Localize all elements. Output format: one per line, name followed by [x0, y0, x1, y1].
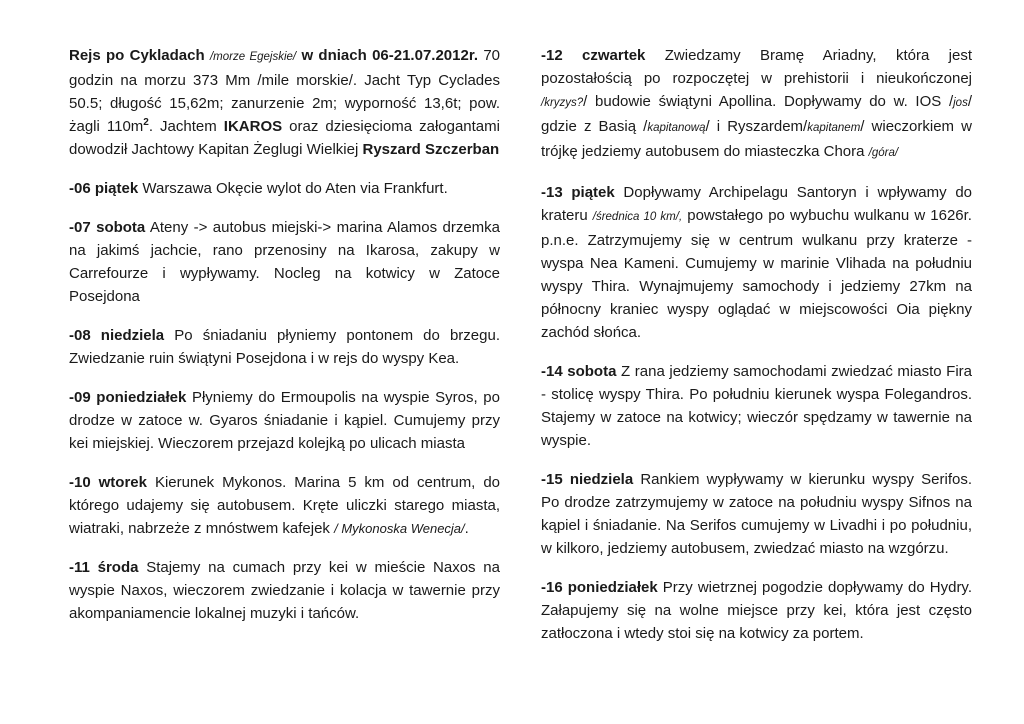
day-text: Z rana jedziemy samochodami zwiedzać miasto Fira - stolicę wyspy Thira. Po południu kierunek wyspa Folegandros. Stajemy w zatoce na kotwicy; wieczór spędzamy w tawernie na wyspie. [541, 363, 973, 449]
day-note: / Mykonoska Wenecja/ [334, 521, 465, 536]
intro-paragraph [69, 44, 500, 161]
title-note: /morze Egejskie/ [209, 51, 297, 63]
day-entry [541, 181, 972, 344]
day-text: / wieczorkiem w trójkę jedziemy autobusem do miasteczka Chora [541, 118, 972, 160]
day-text: Kierunek Mykonos. Marina 5 km od centrum, do którego udajemy się autobusem. Kręte uliczki starego miasta, wiatraki, nabrzeże z mnóstwem kafejek [69, 474, 501, 537]
day-entry [69, 216, 500, 308]
day-entry [541, 468, 972, 560]
day-entry [541, 44, 972, 165]
intro-text: . Jachtem [148, 118, 224, 135]
day-entry [69, 471, 500, 540]
day-entry [541, 576, 972, 645]
day-note: /góra/ [868, 147, 899, 159]
area-superscript: 2 [143, 117, 149, 128]
day-entry [541, 360, 972, 452]
day-label: -06 piątek [69, 180, 139, 197]
day-entry [69, 177, 500, 200]
day-text: / i Ryszardem/ [705, 118, 808, 135]
day-text: Ateny -> autobus miejski-> marina Alamos drzemka na jakimś jachcie, rano przenosiny na Ikarosa, zakupy w Carrefourze i wypływamy. Nocleg na kotwicy w Zatoce Posejdona [69, 219, 500, 305]
day-label: -08 niedziela [69, 327, 165, 344]
day-text: Po śniadaniu płyniemy pontonem do brzegu. Zwiedzanie ruin świątyni Posejdona i w rejs do wyspy Kea. [69, 327, 500, 367]
trip-title: Rejs po Cykladach [69, 47, 205, 64]
day-entry [69, 324, 500, 370]
day-label: -11 środa [69, 559, 139, 576]
day-text: Dopływamy Archipelagu Santoryn i wpływamy do krateru [541, 184, 973, 224]
day-label: -09 poniedziałek [69, 389, 187, 406]
day-text: Płyniemy do Ermoupolis na wyspie Syros, po drodze w zatoce w. Gyaros śniadanie i kąpiel. Cumujemy przy kei miejskiej. Wieczorem przejazd kolejką po ulicach miasta [69, 389, 500, 452]
day-text: Przy wietrznej pogodzie dopływamy do Hydry. Załapujemy się na wolne miejsce przy kei, która jest często zatłoczona i wtedy stoi się na kotwicy za portem. [541, 579, 972, 642]
intro-text: 70 godzin na morzu 373 Mm /mile morskie/. Jacht Typ Cyclades 50.5; długość 15,62m; zanurzenie 2m; wyporność 13,6t; pow. żagli 110m [69, 47, 501, 135]
intro-text: oraz dziesięcioma załogantami dowodził Jachtowy Kapitan Żeglugi Wielkiej [69, 118, 500, 158]
day-note: kapitanem [807, 122, 861, 134]
day-text: / budowie świątyni Apollina. Dopływamy do w. IOS / [583, 93, 954, 110]
day-text: Zwiedzamy Bramę Ariadny, która jest pozostałością po rozpoczętej w prehistorii i nieukończonej [541, 47, 972, 87]
day-text: Warszawa Okęcie wylot do Aten via Frankfurt. [138, 180, 448, 197]
day-label: -15 niedziela [541, 471, 634, 488]
day-label: -13 piątek [541, 184, 615, 201]
right-column [541, 44, 972, 661]
captain-name: Ryszard Szczerban [362, 141, 500, 158]
day-text: Rankiem wypływamy w kierunku wyspy Serifos. Po drodze zatrzymujemy w zatoce na południu wyspy Sifnos na kąpiel i śniadanie. Na Serifos cumujemy w Livadhi i po południu, w kilkoro, jedziemy autobusem, zwiedzać miasto na wzgórzu. [541, 471, 972, 557]
day-text: powstałego po wybuchu wulkanu w 1626r. p.n.e. Zatrzymujemy się w centrum wulkanu przy kraterze - wyspa Nea Kameni. Cumujemy w marinie Vlihada na południu wyspy Thira. Wynajmujemy samochody i jedziemy 27km na północny kraniec wyspy oglądać w miejscowości Oia piękny zachód słońca. [541, 207, 972, 341]
day-note: kapitanową [647, 122, 706, 134]
left-column [69, 44, 500, 641]
day-label: -14 sobota [541, 363, 617, 380]
day-label: -10 wtorek [69, 474, 147, 491]
trip-dates: w dniach 06-21.07.2012r. [301, 47, 479, 64]
day-text: Stajemy na cumach przy kei w mieście Naxos na wyspie Naxos, wieczorem zwiedzanie i kolacja w tawernie przy akompaniamencie lokalnej muzyki i tańców. [69, 559, 500, 622]
day-text: / gdzie z Basią / [541, 93, 972, 135]
yacht-name: IKAROS [223, 118, 283, 135]
day-note: jos [953, 97, 968, 109]
day-entry [69, 556, 500, 625]
day-entry [69, 386, 500, 455]
day-note: /kryzys? [541, 97, 584, 109]
day-label: -12 czwartek [541, 47, 646, 64]
day-text: . [464, 520, 469, 537]
day-label: -07 sobota [69, 219, 146, 236]
day-note: /średnica 10 km/, [592, 211, 683, 223]
day-label: -16 poniedziałek [541, 579, 658, 596]
